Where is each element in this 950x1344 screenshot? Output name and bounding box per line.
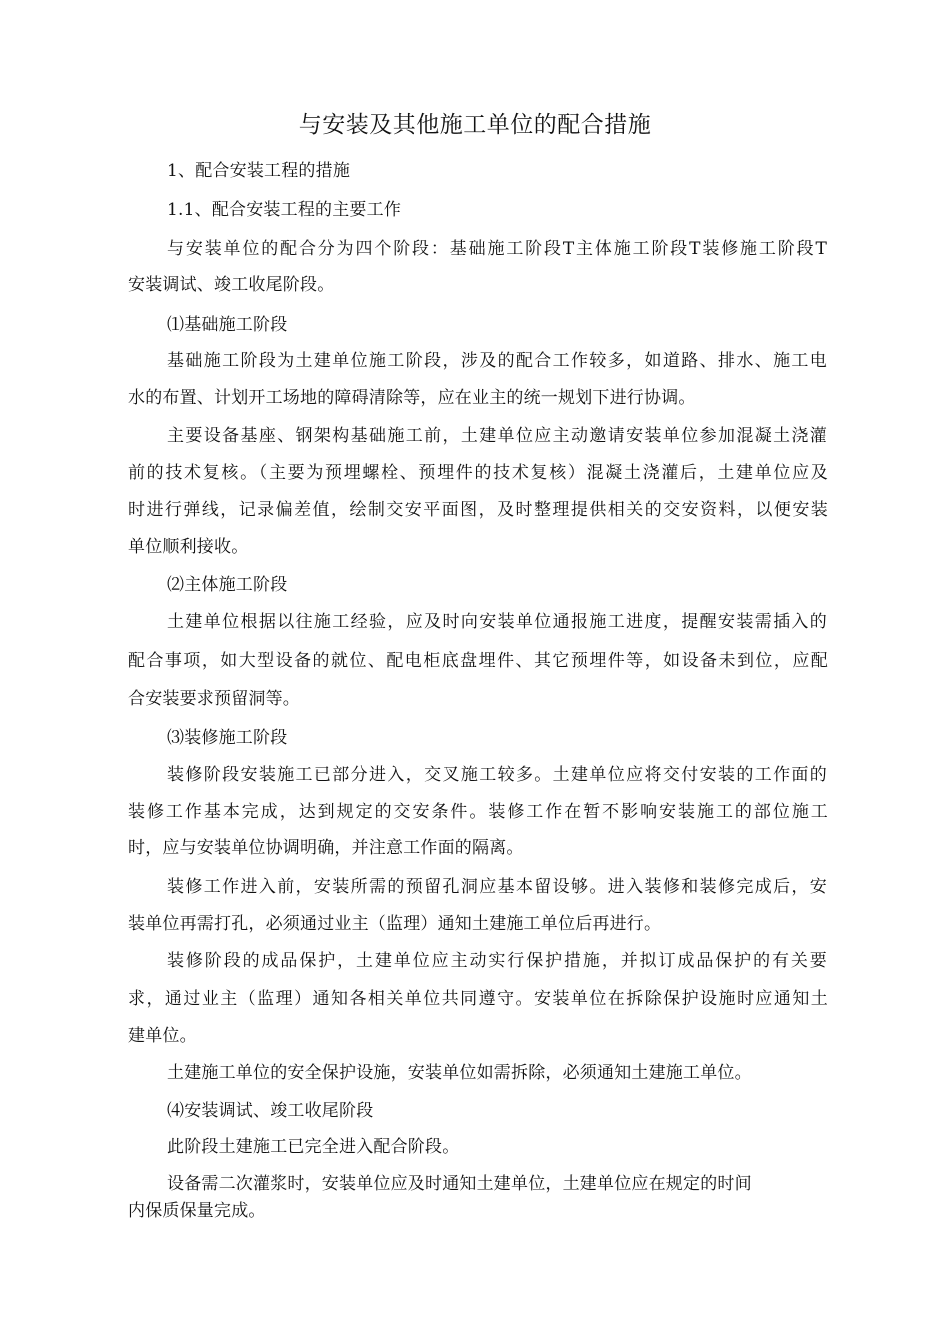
paragraph-line: 安装调试、竣工收尾阶段。 [128,275,335,295]
paragraph-line: 装修阶段的成品保护，土建单位应主动实行保护措施，并拟订成品保护的有关要 [167,951,827,971]
paragraph-line: 设备需二次灌浆时，安装单位应及时通知土建单位，土建单位应在规定的时间 [167,1174,752,1194]
paragraph-line: 水的布置、计划开工场地的障碍清除等，应在业主的统一规划下进行协调。 [128,388,696,408]
paragraph-line: 内保质保量完成。 [128,1201,266,1221]
paragraph-line: 土建单位根据以往施工经验，应及时向安装单位通报施工进度，提醒安装需插入的 [167,612,827,632]
paragraph-line: 时进行弹线，记录偏差值，绘制交安平面图，及时整理提供相关的交安资料，以便安装 [128,500,828,520]
paragraph-line: 土建施工单位的安全保护设施，安装单位如需拆除，必须通知土建施工单位。 [167,1063,752,1083]
section-heading: 1、配合安装工程的措施 [167,161,351,181]
page-title: 与安装及其他施工单位的配合措施 [298,112,652,138]
stage-heading: ⑵主体施工阶段 [167,575,288,595]
paragraph-line: 装单位再需打孔，必须通过业主（监理）通知土建施工单位后再进行。 [128,914,662,934]
paragraph-line: 求，通过业主（监理）通知各相关单位共同遵守。安装单位在拆除保护设施时应通知土 [128,989,828,1009]
subsection-heading: 1.1、配合安装工程的主要工作 [167,200,402,220]
paragraph-line: 基础施工阶段为土建单位施工阶段，涉及的配合工作较多，如道路、排水、施工电 [167,351,827,371]
paragraph-line: 合安装要求预留洞等。 [128,689,300,709]
paragraph-line: 装修工作进入前，安装所需的预留孔洞应基本留设够。进入装修和装修完成后，安 [167,877,827,897]
paragraph-line: 配合事项，如大型设备的就位、配电柜底盘埋件、其它预埋件等，如设备未到位，应配 [128,651,828,671]
paragraph-line: 装修工作基本完成，达到规定的交安条件。装修工作在暂不影响安装施工的部位施工 [128,802,828,822]
stage-heading: ⑴基础施工阶段 [167,315,288,335]
paragraph-line: 主要设备基座、钢架构基础施工前，土建单位应主动邀请安装单位参加混凝土浇灌 [167,426,827,446]
paragraph-line: 时，应与安装单位协调明确，并注意工作面的隔离。 [128,838,524,858]
paragraph-line: 与安装单位的配合分为四个阶段：基础施工阶段T主体施工阶段T装修施工阶段T [167,239,827,259]
paragraph-line: 前的技术复核。（主要为预埋螺栓、预埋件的技术复核）混凝土浇灌后，土建单位应及 [128,463,828,483]
paragraph-line: 此阶段土建施工已完全进入配合阶段。 [167,1137,460,1157]
stage-heading: ⑶装修施工阶段 [167,728,288,748]
paragraph-line: 装修阶段安装施工已部分进入，交叉施工较多。土建单位应将交付安装的工作面的 [167,765,827,785]
stage-heading: ⑷安装调试、竣工收尾阶段 [167,1101,374,1121]
paragraph-line: 建单位。 [128,1026,197,1046]
paragraph-line: 单位顺利接收。 [128,537,249,557]
